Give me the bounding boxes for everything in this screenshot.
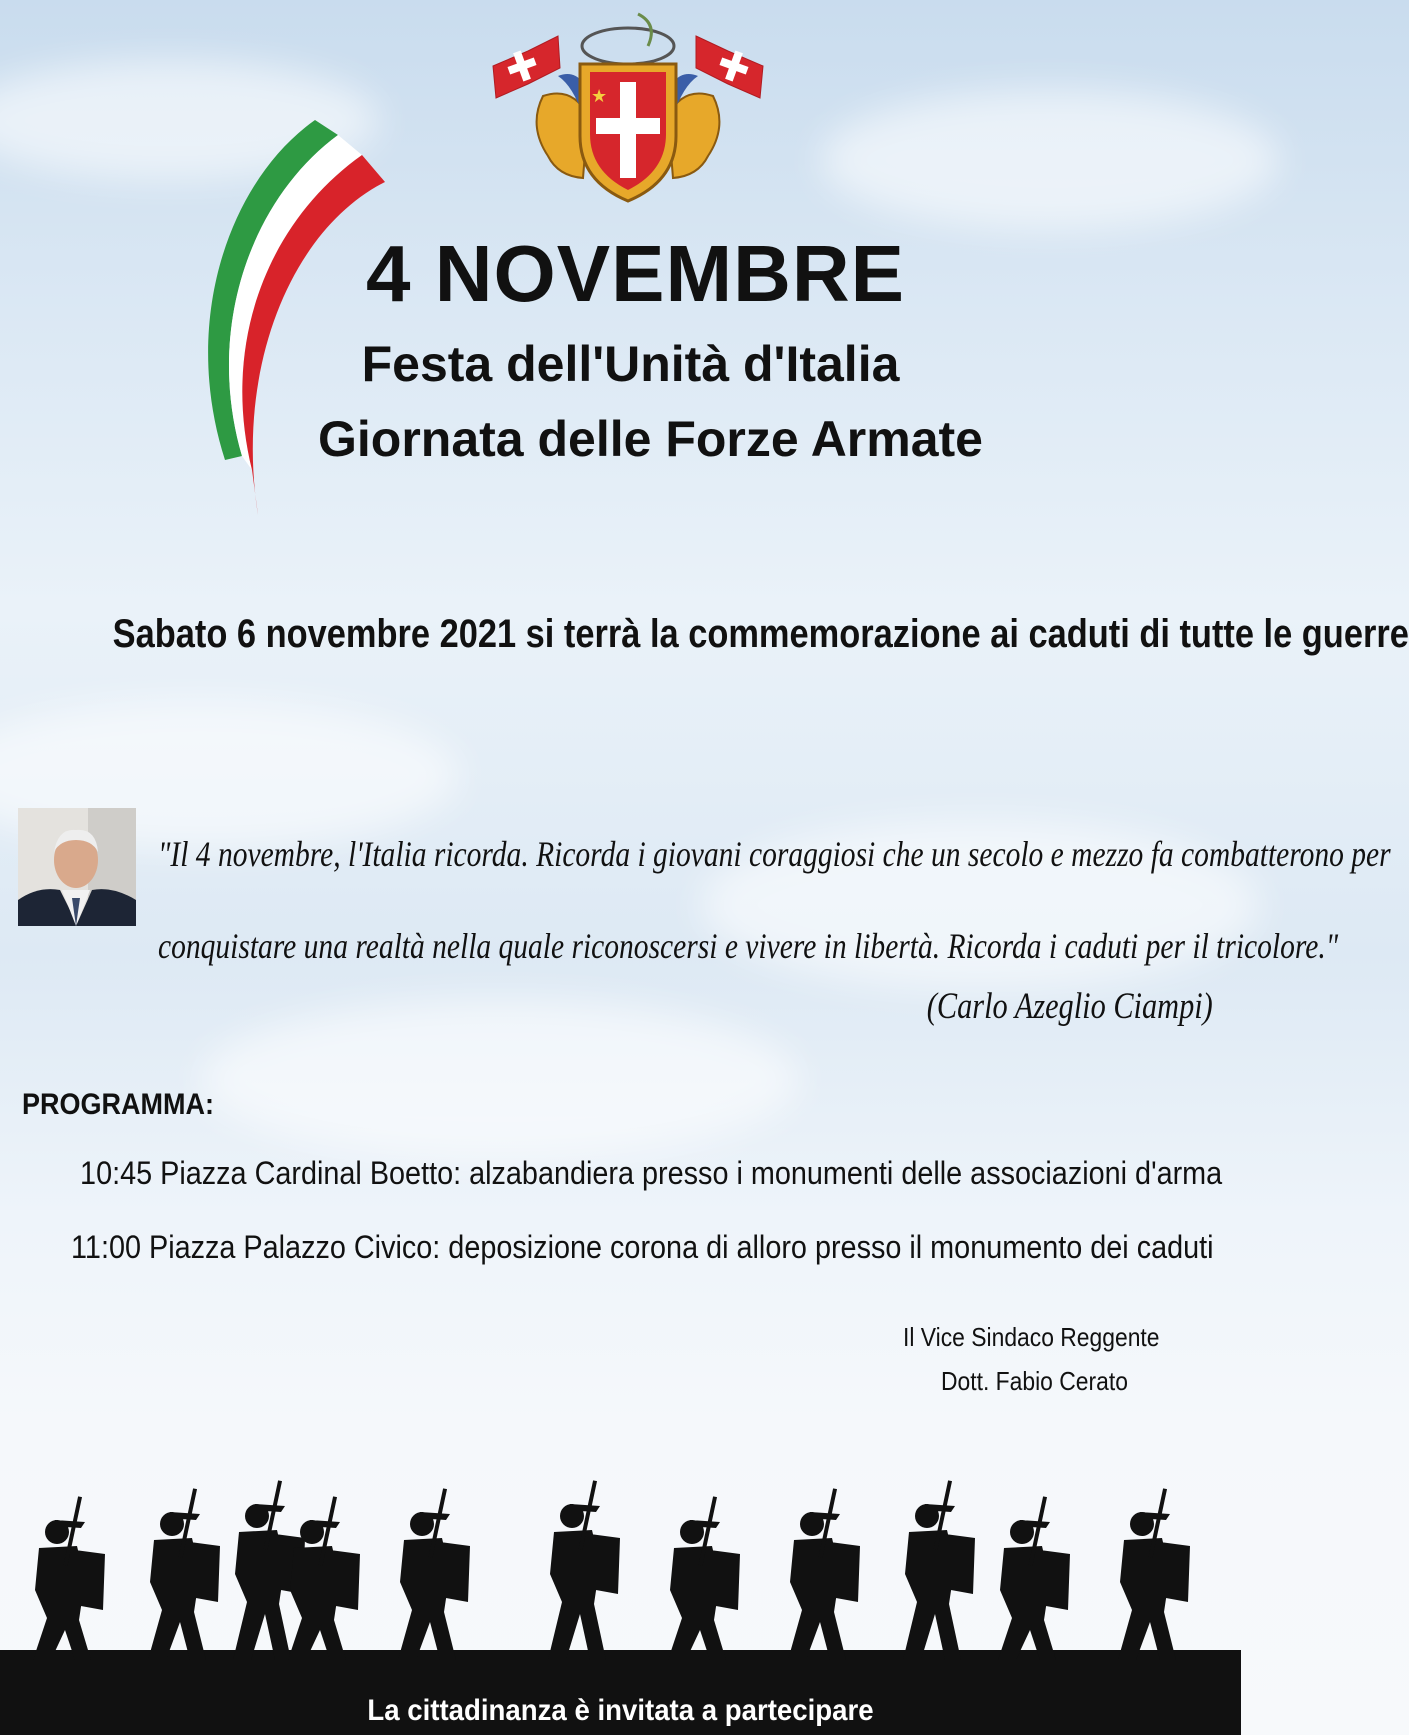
cloud — [820, 90, 1280, 230]
coat-of-arms-logo — [488, 6, 768, 206]
page-title: 4 NOVEMBRE — [366, 229, 905, 318]
soldier-silhouette — [398, 1488, 470, 1660]
announcement-text: Sabato 6 novembre 2021 si terrà la commemorazione ai caduti di tutte le guerre — [112, 612, 1409, 656]
soldier-silhouette — [548, 1480, 620, 1660]
soldier-silhouette — [903, 1480, 975, 1660]
soldier-silhouette — [33, 1496, 105, 1660]
program-item: 10:45 Piazza Cardinal Boetto: alzabandiera presso i monumenti delle associazioni d'arma — [80, 1155, 1223, 1191]
soldier-silhouette — [288, 1496, 360, 1660]
footer-text: La cittadinanza è invitata a partecipare — [367, 1694, 874, 1727]
quote — [158, 808, 1391, 992]
soldier-silhouette — [668, 1496, 740, 1660]
soldier-silhouette — [1118, 1488, 1190, 1660]
person-icon — [18, 808, 136, 926]
program-item: 11:00 Piazza Palazzo Civico: deposizione corona di alloro presso il monumento dei caduti — [71, 1229, 1214, 1265]
signature-name: Dott. Fabio Cerato — [941, 1366, 1128, 1396]
soldier-silhouette — [788, 1488, 860, 1660]
subtitle-festa: Festa dell'Unità d'Italia — [361, 336, 900, 392]
svg-text:★: ★ — [591, 86, 608, 107]
portrait-photo — [18, 808, 136, 926]
soldiers-silhouette — [0, 1470, 1241, 1692]
subtitle-giornata: Giornata delle Forze Armate — [318, 411, 983, 467]
cloud — [200, 1000, 800, 1160]
signature-role: Il Vice Sindaco Reggente — [903, 1322, 1160, 1352]
quote-line-1: "Il 4 novembre, l'Italia ricorda. Ricorda i giovani coraggiosi che un secolo e mezzo fa combatterono per — [158, 834, 1391, 874]
program-heading: PROGRAMMA: — [22, 1088, 214, 1121]
soldier-silhouette — [148, 1488, 220, 1660]
quote-author: (Carlo Azeglio Ciampi) — [926, 986, 1213, 1027]
quote-line-2: conquistare una realtà nella quale riconoscersi e vivere in libertà. Ricorda i caduti per il tricolore." — [158, 926, 1339, 966]
soldier-silhouette — [998, 1496, 1070, 1660]
